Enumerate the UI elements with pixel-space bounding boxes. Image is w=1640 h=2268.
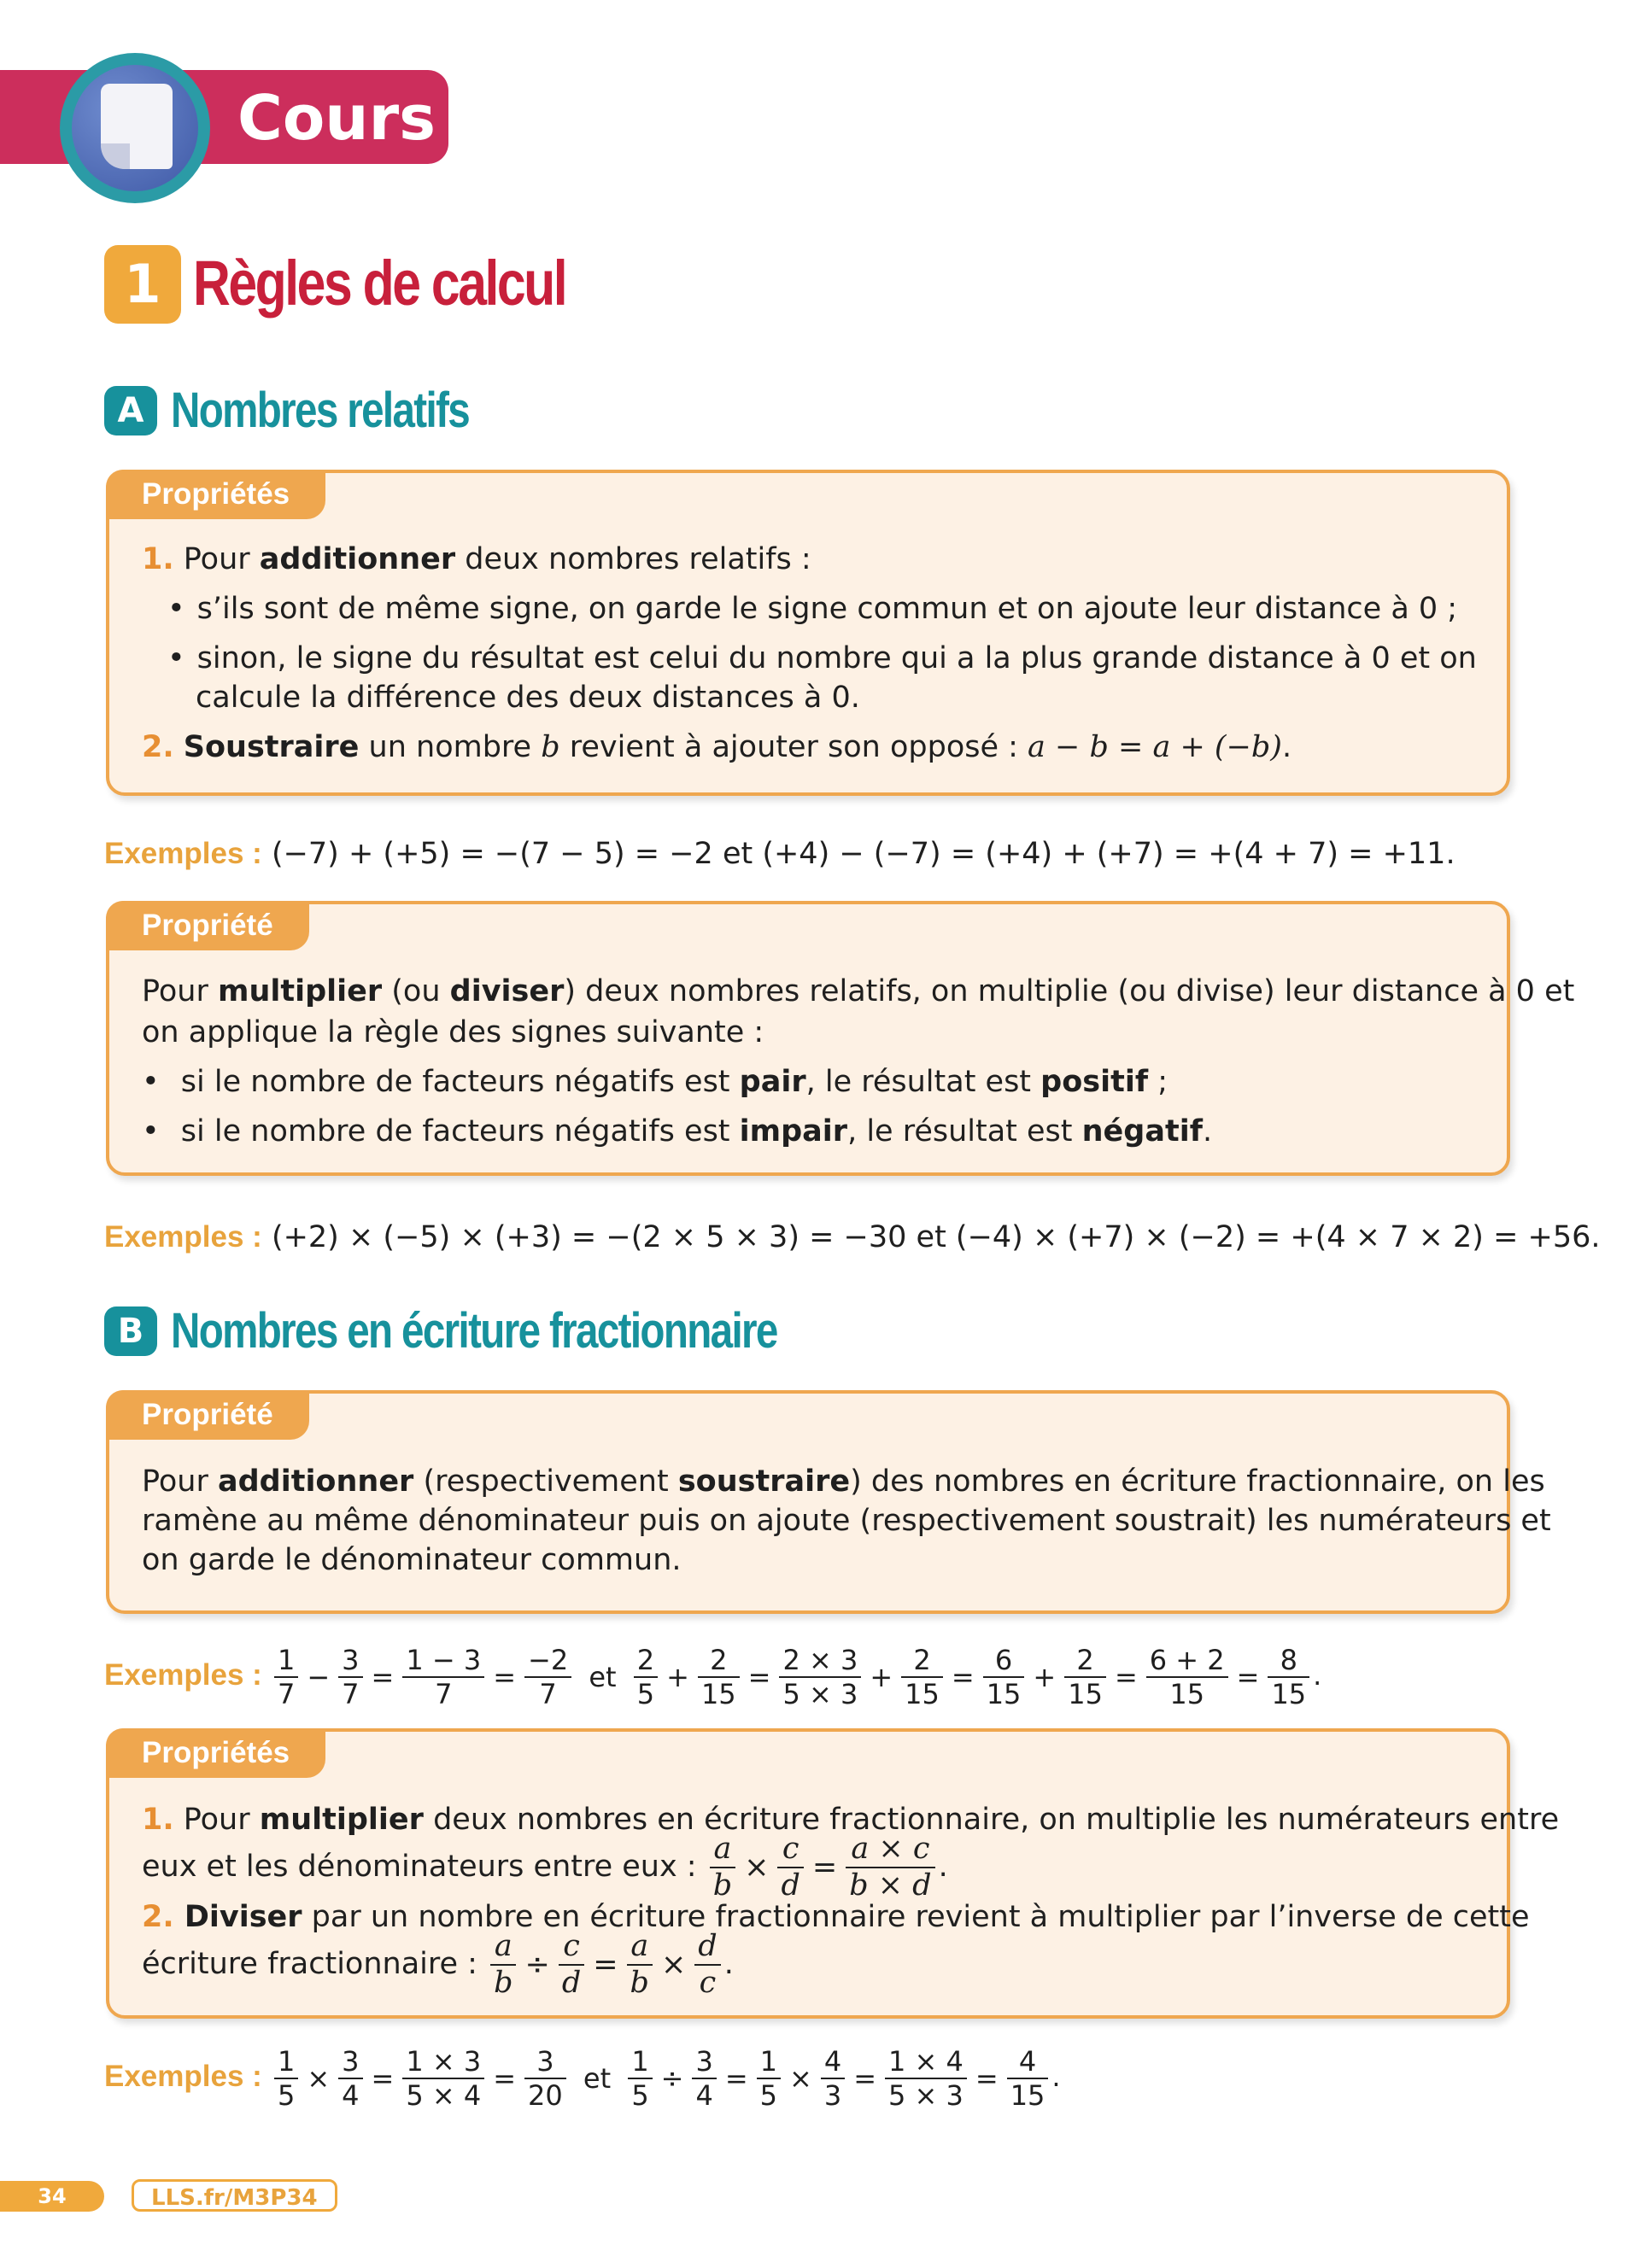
box2-bullet-1: • si le nombre de facteurs négatifs est pair, le résultat est positif ; [142,1062,1168,1102]
example-2: Exemples : (+2) × (−5) × (+3) = −(2 × 5 × 3) = −30 et (−4) × (+7) × (−2) = +(4 × 7 × 2) = +56. [104,1220,1601,1254]
fraction: $\frac{2}{15}$ [698,1646,740,1708]
fraction: $\frac{1}{5}$ [274,2048,298,2109]
box4-line-1: 1. Pour multiplier deux nombres en écriture fractionnaire, on multiplie les numérateurs entre [142,1803,1560,1837]
fraction: $\frac{3}{20}$ [524,2048,566,2109]
fraction: $\frac{2}{15}$ [901,1646,943,1708]
fraction: $\frac{c}{d}$ [559,1932,584,1998]
subsection-b-badge: B [104,1306,157,1356]
box2-line-2: on applique la règle des signes suivante : [142,1015,764,1049]
fraction: $\frac{a \times c}{b \times d}$ [846,1834,934,1901]
subsection-b-title: Nombres en écriture fractionnaire [171,1303,777,1359]
box2-line-1: Pour multiplier (ou diviser) deux nombres relatifs, on multiplie (ou divise) leur distance à 0 et [142,974,1575,1008]
subsection-a-badge: A [104,386,157,435]
property-box-4-tag: Propriétés [106,1728,325,1778]
box4-line-2: eux et les dénominateurs entre eux : $\frac{a}{b}$ × $\frac{c}{d}$ = $\frac{a \times c}{b \times d}$ . [142,1832,948,1903]
fraction: $\frac{1}{5}$ [757,2048,781,2109]
fraction: $\frac{a}{b}$ [710,1834,735,1901]
property-box-2-tag: Propriété [106,901,309,950]
example-1: Exemples : (−7) + (+5) = −(7 − 5) = −2 et (+4) − (−7) = (+4) + (+7) = +(4 + 7) = +11. [104,837,1456,871]
page-number: 34 [0,2181,104,2212]
box4-line-4: écriture fractionnaire : $\frac{a}{b}$ ÷ $\frac{c}{d}$ = $\frac{a}{b}$ × $\frac{d}{c}$ . [142,1929,734,2000]
fraction: $\frac{1 \times 3}{5 \times 4}$ [402,2048,484,2109]
box3-line-3: on garde le dénominateur commun. [142,1543,682,1577]
fraction: $\frac{1 - 3}{7}$ [402,1646,484,1708]
fraction: $\frac{6 + 2}{15}$ [1146,1646,1228,1708]
box1-bullet-2-cont: calcule la différence des deux distances à 0. [196,681,860,715]
fraction: $\frac{c}{d}$ [777,1834,803,1901]
box2-bullet-2: • si le nombre de facteurs négatifs est impair, le résultat est négatif. [142,1112,1212,1151]
box1-bullet-2: • sinon, le signe du résultat est celui du nombre qui a la plus grande distance à 0 et on [167,639,1477,678]
example-4: Exemples : $\frac{1}{5}$ × $\frac{3}{4}$ = $\frac{1 \times 3}{5 \times 4}$ = $\frac{3}{20}$ et $\frac{1}{5}$ ÷ $\frac{3}{4}$ = $\frac{1}{5}$ × $\frac{4}{3}$ = $\frac{1 \times 4}{5 \times 3}$ = $\frac{4}{15}$ . [104,2045,1061,2112]
fraction: $\frac{1}{5}$ [628,2048,652,2109]
property-box-1-tag: Propriétés [106,470,325,519]
property-box-3-tag: Propriété [106,1390,309,1440]
fraction: $\frac{a}{b}$ [490,1932,516,1998]
box1-bullet-1: • s’ils sont de même signe, on garde le signe commun et on ajoute leur distance à 0 ; [167,589,1457,628]
box4-line-3: 2. Diviser par un nombre en écriture fractionnaire revient à multiplier par l’inverse de cette [142,1900,1530,1934]
box1-line-1: 1. Pour additionner deux nombres relatifs : [142,542,811,576]
subsection-a-title: Nombres relatifs [171,383,470,438]
fraction: $\frac{3}{7}$ [338,1646,362,1708]
fraction: $\frac{2 \times 3}{5 \times 3}$ [779,1646,861,1708]
fraction: $\frac{3}{4}$ [338,2048,362,2109]
box3-line-1: Pour additionner (respectivement soustraire) des nombres en écriture fractionnaire, on les [142,1464,1545,1499]
box3-line-2: ramène au même dénominateur puis on ajoute (respectivement soustrait) les numérateurs et [142,1504,1551,1538]
section-number: 1 [104,245,181,324]
fraction: $\frac{2}{15}$ [1064,1646,1106,1708]
fraction: $\frac{-2}{7}$ [524,1646,571,1708]
fraction: $\frac{6}{15}$ [983,1646,1025,1708]
header-title: Cours [237,82,436,154]
fraction: $\frac{8}{15}$ [1268,1646,1309,1708]
fraction: $\frac{3}{4}$ [692,2048,716,2109]
fraction: $\frac{2}{5}$ [634,1646,658,1708]
box1-line-2: 2. Soustraire un nombre b revient à ajouter son opposé : a − b = a + (−b). [142,730,1292,764]
fraction: $\frac{1}{7}$ [274,1646,298,1708]
fraction: $\frac{1 \times 4}{5 \times 3}$ [885,2048,967,2109]
fraction: $\frac{d}{c}$ [694,1932,720,1998]
fraction: $\frac{a}{b}$ [627,1932,653,1998]
fraction: $\frac{4}{15}$ [1007,2048,1049,2109]
section-title: Règles de calcul [193,248,566,319]
fraction: $\frac{4}{3}$ [821,2048,845,2109]
example-3: Exemples : $\frac{1}{7}$ − $\frac{3}{7}$ = $\frac{1 - 3}{7}$ = $\frac{-2}{7}$ et $\frac{2}{5}$ + $\frac{2}{15}$ = $\frac{2 \times 3}{5 \times 3}$ + $\frac{2}{15}$ = $\frac{6}{15}$ + $\frac{2}{15}$ = $\frac{6 + 2}{15}$ = $\frac{8}{15}$ . [104,1644,1322,1710]
resource-link[interactable]: LLS.fr/M3P34 [132,2179,337,2212]
